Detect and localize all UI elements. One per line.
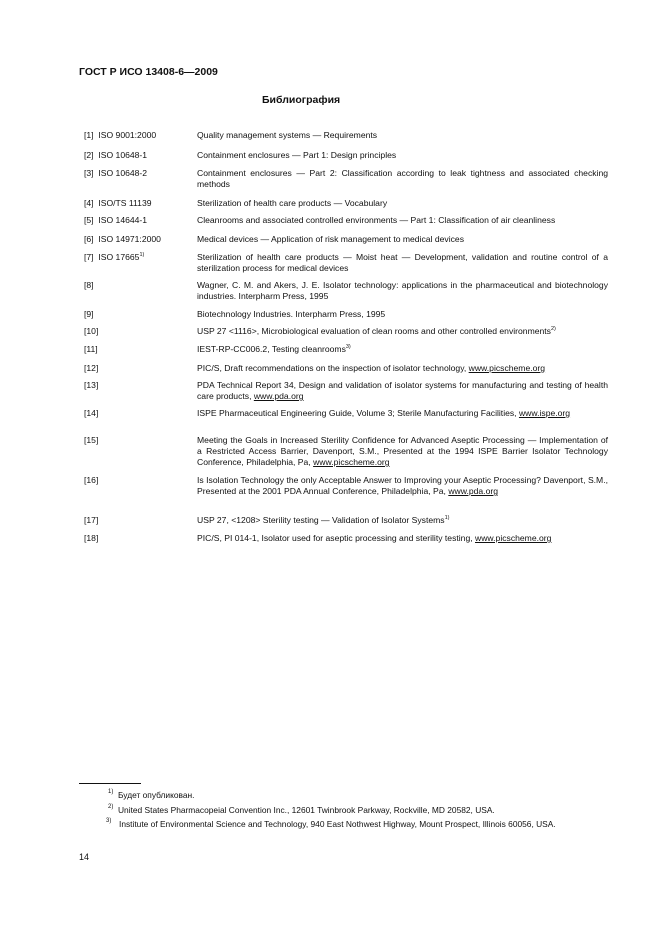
footnote-ref: 1) <box>444 515 450 522</box>
entry-standard: ISO 17665 <box>98 252 140 262</box>
entry-number: [2] <box>84 150 94 160</box>
entry-text: USP 27, <1208> Sterility testing — Validation of Isolator Systems <box>197 515 445 525</box>
bibliography-title: Библиография <box>262 94 341 106</box>
document-header: ГОСТ Р ИСО 13408-6—2009 <box>79 66 218 78</box>
entry-standard: ISO 9001:2000 <box>98 130 157 140</box>
entry-text: Meeting the Goals in Increased Sterility Confidence for Advanced Aseptic Processing — Implementation of a Restricted Access Barrier, Davenport, S.M., Presented at the 1994 ISPE Barrier Isolator Technology Conference, Philadelphia, Pa, <box>197 435 608 467</box>
entry-link[interactable]: www.picscheme.org <box>313 457 390 467</box>
entry-number: [5] <box>84 215 94 225</box>
entry-text: Medical devices — Application of risk management to medical devices <box>197 234 465 244</box>
footnote-3 <box>79 819 609 830</box>
entry-text: Sterilization of health care products — Vocabulary <box>197 198 388 208</box>
entry-text: Biotechnology Industries. Interpharm Press, 1995 <box>197 309 386 319</box>
entry-number: [12] <box>84 363 99 373</box>
entry-number: [15] <box>84 435 99 445</box>
entry-text: PIC/S, PI 014-1, Isolator used for aseptic processing and sterility testing, <box>197 533 476 543</box>
entry-standard: ISO/TS 11139 <box>98 198 152 208</box>
entry-number: [3] <box>84 168 94 178</box>
entry-text: Cleanrooms and associated controlled environments — Part 1: Classification of air cleanliness <box>197 215 556 225</box>
entry-text: PDA Technical Report 34, Design and validation of isolator systems for manufacturing and testing of health care products, <box>197 380 608 401</box>
entry-standard: ISO 14644-1 <box>98 215 148 225</box>
entry-number: [18] <box>84 533 99 543</box>
entry-standard: ISO 10648-1 <box>98 150 148 160</box>
entry-number: [10] <box>84 326 99 336</box>
entry-number: [1] <box>84 130 94 140</box>
footnote-mark: 3) <box>106 818 112 824</box>
footnote-mark: 2) <box>108 804 114 810</box>
entry-number: [13] <box>84 380 99 390</box>
entry-text: Containment enclosures — Part 1: Design principles <box>197 150 397 160</box>
footnote-2 <box>108 804 608 816</box>
entry-standard: ISO 10648-2 <box>98 168 148 178</box>
page-number: 14 <box>79 852 90 862</box>
footnote-ref: 1) <box>139 252 145 259</box>
footnote-text: Institute of Environmental Science and Technology, 940 East Nothwest Highway, Mount Prospect, Illinois 60056, USA. <box>119 819 556 829</box>
footnote-divider <box>79 783 141 784</box>
entry-number: [14] <box>84 408 99 418</box>
entry-number: [17] <box>84 515 99 525</box>
entry-link[interactable]: www.pda.org <box>448 486 498 496</box>
entry-link[interactable]: www.pda.org <box>253 391 304 401</box>
footnote-ref: 2) <box>550 326 556 333</box>
entry-text: Is Isolation Technology the only Acceptable Answer to Improving your Aseptic Processing? Davenport, S.M., Presented at the 2001 PDA Annual Conference, Philadelphia, Pa, <box>197 475 608 496</box>
entry-number: [7] <box>84 252 94 262</box>
entry-number: [6] <box>84 234 94 244</box>
entry-text: IEST-RP-CC006.2, Testing cleanrooms <box>197 344 346 354</box>
entry-text: USP 27 <1116>, Microbiological evaluation of clean rooms and other controlled environments <box>197 326 551 336</box>
entry-link[interactable]: www.ispe.org <box>518 408 571 418</box>
footnote-text: Будет опубликован. <box>118 790 195 800</box>
entry-text: Containment enclosures — Part 2: Classification according to leak tightness and associated checking methods <box>197 168 608 189</box>
footnote-text: United States Pharmacopeial Convention Inc., 12601 Twinbrook Parkway, Rockville, MD 20582, USA. <box>118 805 495 815</box>
entry-standard: ISO 14971:2000 <box>98 234 161 244</box>
footnote-1 <box>108 789 608 801</box>
entry-text: Quality management systems — Requirements <box>197 130 378 140</box>
entry-text: ISPE Pharmaceutical Engineering Guide, Volume 3; Sterile Manufacturing Facilities, <box>197 408 519 418</box>
entry-number: [11] <box>84 344 98 354</box>
entry-link[interactable]: www.picscheme.org <box>475 533 552 543</box>
entry-text: Sterilization of health care products — Moist heat — Development, validation and routine control of a sterilization process for medical devices <box>197 252 608 273</box>
entry-text: Wagner, C. M. and Akers, J. E. Isolator technology: applications in the pharmaceutical and biotechnology industries. Interpharm Press, 1995 <box>197 280 608 301</box>
entry-link[interactable]: www.picscheme.org <box>468 363 546 373</box>
footnote-mark: 1) <box>108 789 114 795</box>
entry-number: [8] <box>84 280 94 290</box>
entry-text: PIC/S, Draft recommendations on the inspection of isolator technology, <box>197 363 469 373</box>
entry-number: [9] <box>84 309 94 319</box>
entry-number: [16] <box>84 475 99 485</box>
entry-number: [4] <box>84 198 94 208</box>
footnote-ref: 3) <box>345 344 351 351</box>
